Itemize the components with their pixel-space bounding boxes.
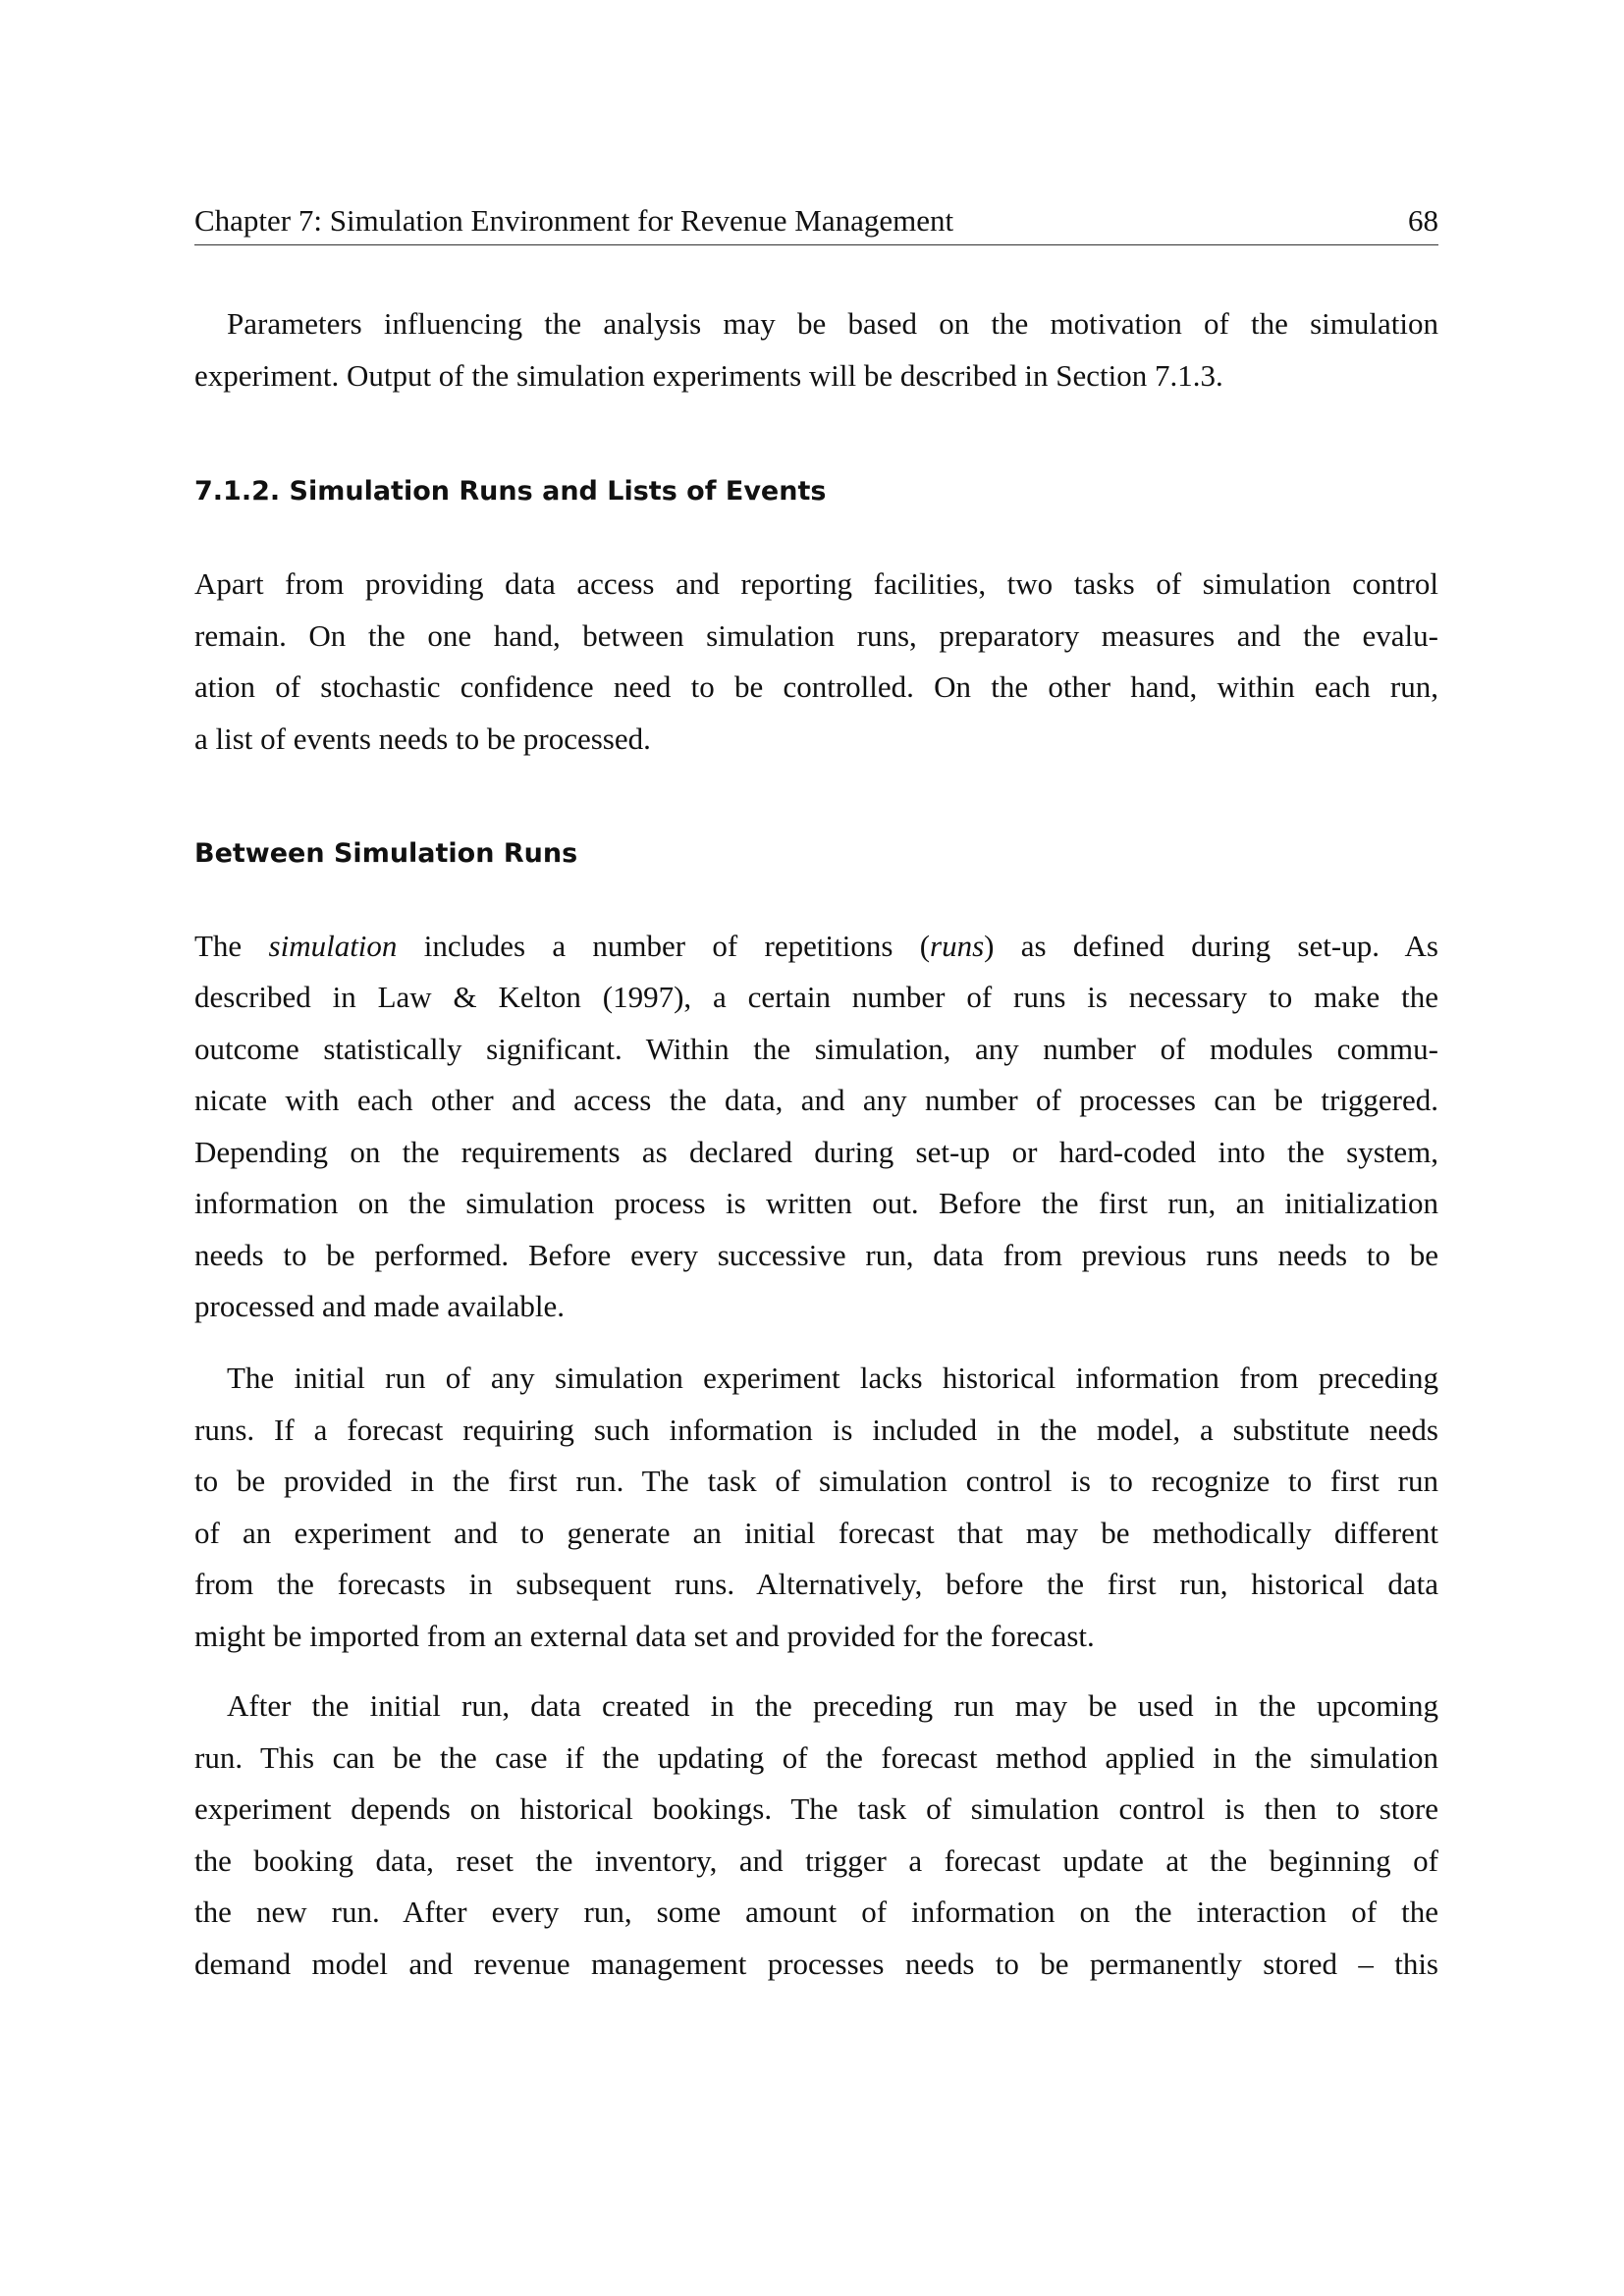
text-line: run. This can be the case if the updating of the forecast method applied in the simulation xyxy=(194,1740,1438,1775)
text-line: remain. On the one hand, between simulation runs, preparatory measures and the evalu- xyxy=(194,618,1438,653)
text-line: The initial run of any simulation experiment lacks historical information from preceding xyxy=(227,1361,1438,1395)
text-line: runs. If a forecast requiring such information is included in the model, a substitute needs xyxy=(194,1413,1438,1447)
text-line: of an experiment and to generate an initial forecast that may be methodically different xyxy=(194,1516,1438,1550)
text-line: ation of stochastic confidence need to be controlled. On the other hand, within each run, xyxy=(194,669,1438,704)
text: includes a number of repetitions ( xyxy=(397,929,931,963)
text-line: outcome statistically significant. Within the simulation, any number of modules commu- xyxy=(194,1032,1438,1066)
text-line: experiment. Output of the simulation experiments will be described in Section 7.1.3. xyxy=(194,358,1223,393)
text-line xyxy=(194,921,1438,972)
text-line: Parameters influencing the analysis may be based on the motivation of the simulation xyxy=(227,306,1438,341)
section-heading: 7.1.2. Simulation Runs and Lists of Events xyxy=(194,476,827,507)
emphasis: runs xyxy=(930,929,985,963)
text-line: described in Law & Kelton (1997), a certain number of runs is necessary to make the xyxy=(194,980,1438,1014)
text-line: a list of events needs to be processed. xyxy=(194,721,651,756)
emphasis: simulation xyxy=(268,929,398,963)
text-line: experiment depends on historical bookings. The task of simulation control is then to store xyxy=(194,1791,1438,1826)
page-number: 68 xyxy=(1408,203,1438,238)
text-line: processed and made available. xyxy=(194,1289,565,1323)
text: ) as defined during set-up. As xyxy=(984,929,1438,963)
text-line: to be provided in the first run. The task of simulation control is to recognize to first run xyxy=(194,1464,1438,1498)
text-line: demand model and revenue management processes needs to be permanently stored – this xyxy=(194,1947,1438,1981)
text-line: from the forecasts in subsequent runs. Alternatively, before the first run, historical data xyxy=(194,1567,1438,1601)
text-line: Apart from providing data access and reporting facilities, two tasks of simulation control xyxy=(194,566,1438,601)
text: The xyxy=(194,929,269,963)
subsection-heading: Between Simulation Runs xyxy=(194,838,578,869)
chapter-title: Chapter 7: Simulation Environment for Revenue Management xyxy=(194,203,954,238)
text-line: needs to be performed. Before every successive run, data from previous runs needs to be xyxy=(194,1238,1438,1272)
text-line: the new run. After every run, some amount of information on the interaction of the xyxy=(194,1895,1438,1929)
running-header xyxy=(194,195,1438,245)
text-line: might be imported from an external data set and provided for the forecast. xyxy=(194,1619,1095,1653)
text-line: Depending on the requirements as declared during set-up or hard-coded into the system, xyxy=(194,1135,1438,1169)
text-line: After the initial run, data created in the preceding run may be used in the upcoming xyxy=(227,1688,1438,1723)
text-line: nicate with each other and access the data, and any number of processes can be triggered. xyxy=(194,1083,1438,1117)
text-line: the booking data, reset the inventory, and trigger a forecast update at the beginning of xyxy=(194,1843,1438,1878)
text-line: information on the simulation process is written out. Before the first run, an initialization xyxy=(194,1186,1438,1220)
